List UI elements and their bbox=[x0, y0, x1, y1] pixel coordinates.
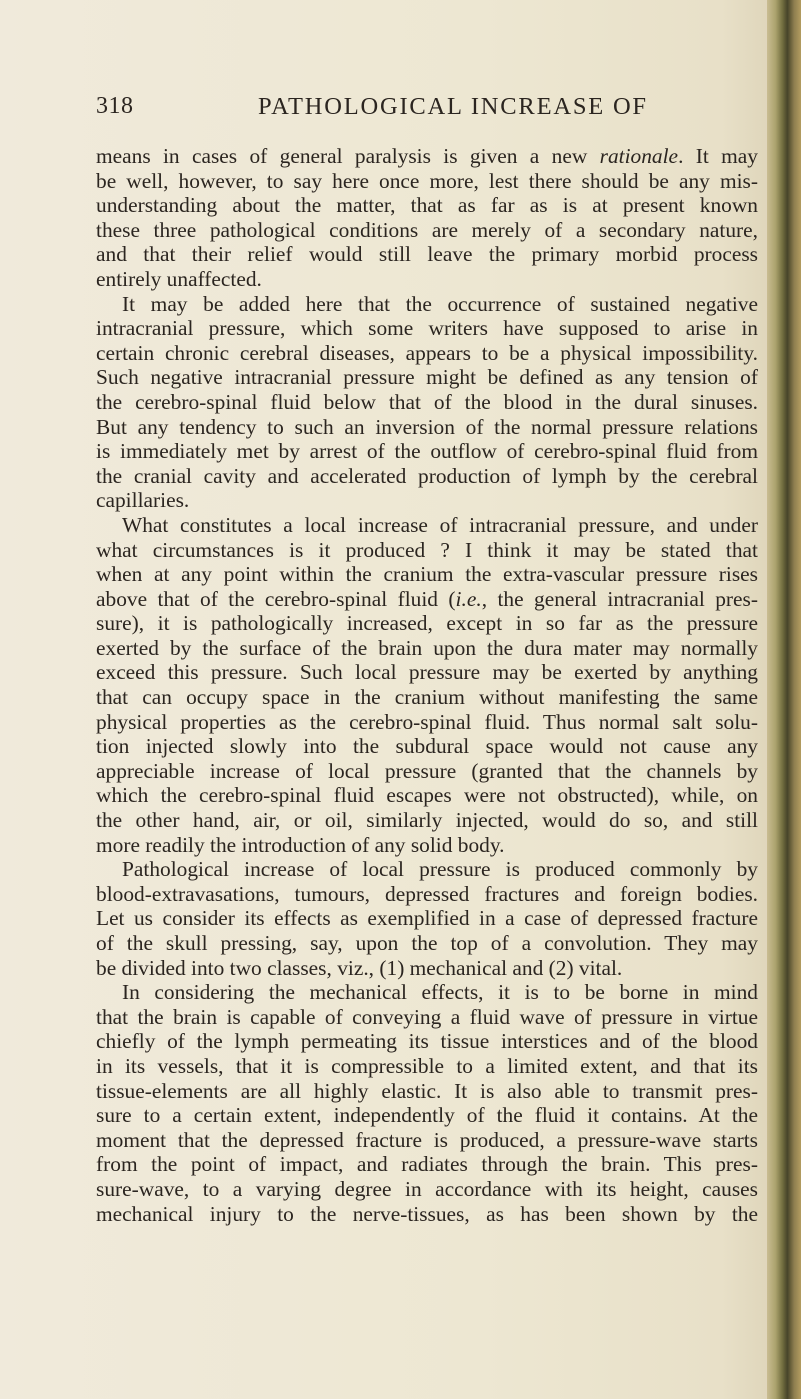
text-line: above that of the cerebro-spinal fluid (i.e., the general intracranial pres- bbox=[96, 586, 758, 611]
text-line: in its vessels, that it is compressible to a limited extent, and that its bbox=[96, 1053, 758, 1078]
text-line: tissue-elements are all highly elastic. It is also able to transmit pres- bbox=[96, 1078, 758, 1103]
text-line: these three pathological conditions are merely of a secondary nature, bbox=[96, 217, 758, 242]
paragraph-start: What constitutes a local increase of intracranial pressure, and under bbox=[122, 512, 758, 537]
text-line: means in cases of general paralysis is given a new rationale. It may bbox=[96, 144, 758, 168]
text-line: physical properties as the cerebro-spinal fluid. Thus normal salt solu- bbox=[96, 709, 758, 734]
text-line: capillaries. bbox=[96, 488, 190, 513]
text-line: Such negative intracranial pressure might be defined as any tension of bbox=[96, 365, 758, 390]
text-line: when at any point within the cranium the extra-vascular pressure rises bbox=[96, 562, 758, 587]
text-line: the cranial cavity and accelerated production of lymph by the cerebral bbox=[96, 463, 758, 488]
page-number: 318 bbox=[96, 93, 134, 119]
paragraph-start: In considering the mechanical effects, it is to be borne in mind bbox=[122, 980, 758, 1005]
paragraph-start: It may be added here that the occurrence of sustained negative bbox=[122, 291, 758, 316]
text-line: moment that the depressed fracture is produced, a pressure-wave starts bbox=[96, 1127, 758, 1152]
text-line: exerted by the surface of the brain upon the dura mater may normally bbox=[96, 635, 758, 660]
text-line: appreciable increase of local pressure (granted that the channels by bbox=[96, 758, 758, 783]
text-line: blood-extravasations, tumours, depressed fractures and foreign bodies. bbox=[96, 881, 758, 906]
body-text bbox=[96, 144, 758, 1226]
page-header bbox=[96, 93, 756, 123]
text-line: intracranial pressure, which some writers have supposed to arise in bbox=[96, 316, 758, 341]
text-line: the other hand, air, or oil, similarly injected, would do so, and still bbox=[96, 808, 758, 833]
text-line: and that their relief would still leave the primary morbid process bbox=[96, 242, 758, 267]
text-line: exceed this pressure. Such local pressure may be exerted by anything bbox=[96, 660, 758, 685]
text-line: is immediately met by arrest of the outflow of cerebro-spinal fluid from bbox=[96, 439, 758, 464]
text-line: tion injected slowly into the subdural space would not cause any bbox=[96, 734, 758, 759]
text-line: entirely unaffected. bbox=[96, 266, 262, 291]
text-line: sure-wave, to a varying degree in accordance with its height, causes bbox=[96, 1176, 758, 1201]
text-line: from the point of impact, and radiates through the brain. This pres- bbox=[96, 1152, 758, 1177]
text-line: mechanical injury to the nerve-tissues, as has been shown by the bbox=[96, 1201, 758, 1226]
text-line: that can occupy space in the cranium without manifesting the same bbox=[96, 685, 758, 710]
text-line: certain chronic cerebral diseases, appears to be a physical impossibility. bbox=[96, 340, 758, 365]
page-edge-shadow bbox=[767, 0, 801, 1399]
running-head: PATHOLOGICAL INCREASE OF bbox=[258, 93, 648, 120]
text-line: of the skull pressing, say, upon the top of a convolution. They may bbox=[96, 931, 758, 955]
text-line: chiefly of the lymph permeating its tissue interstices and of the blood bbox=[96, 1029, 758, 1054]
text-line: But any tendency to such an inversion of the normal pressure relations bbox=[96, 414, 758, 439]
text-line: that the brain is capable of conveying a fluid wave of pressure in virtue bbox=[96, 1004, 758, 1029]
text-line: be well, however, to say here once more, lest there should be any mis- bbox=[96, 168, 758, 193]
text-line: what circumstances is it produced ? I think it may be stated that bbox=[96, 537, 758, 562]
text-line: more readily the introduction of any solid body. bbox=[96, 832, 505, 857]
text-line: sure to a certain extent, independently of the fluid it contains. At the bbox=[96, 1103, 758, 1128]
paragraph-start: Pathological increase of local pressure is produced commonly by bbox=[122, 857, 758, 882]
text-line: sure), it is pathologically increased, except in so far as the pressure bbox=[96, 611, 758, 636]
text-line: be divided into two classes, viz., (1) mechanical and (2) vital. bbox=[96, 955, 623, 980]
text-line: understanding about the matter, that as far as is at present known bbox=[96, 193, 758, 218]
text-line: which the cerebro-spinal fluid escapes were not obstructed), while, on bbox=[96, 783, 758, 808]
text-line: Let us consider its effects as exemplified in a case of depressed fracture bbox=[96, 906, 758, 931]
text-line: the cerebro-spinal fluid below that of the blood in the dural sinuses. bbox=[96, 389, 758, 414]
